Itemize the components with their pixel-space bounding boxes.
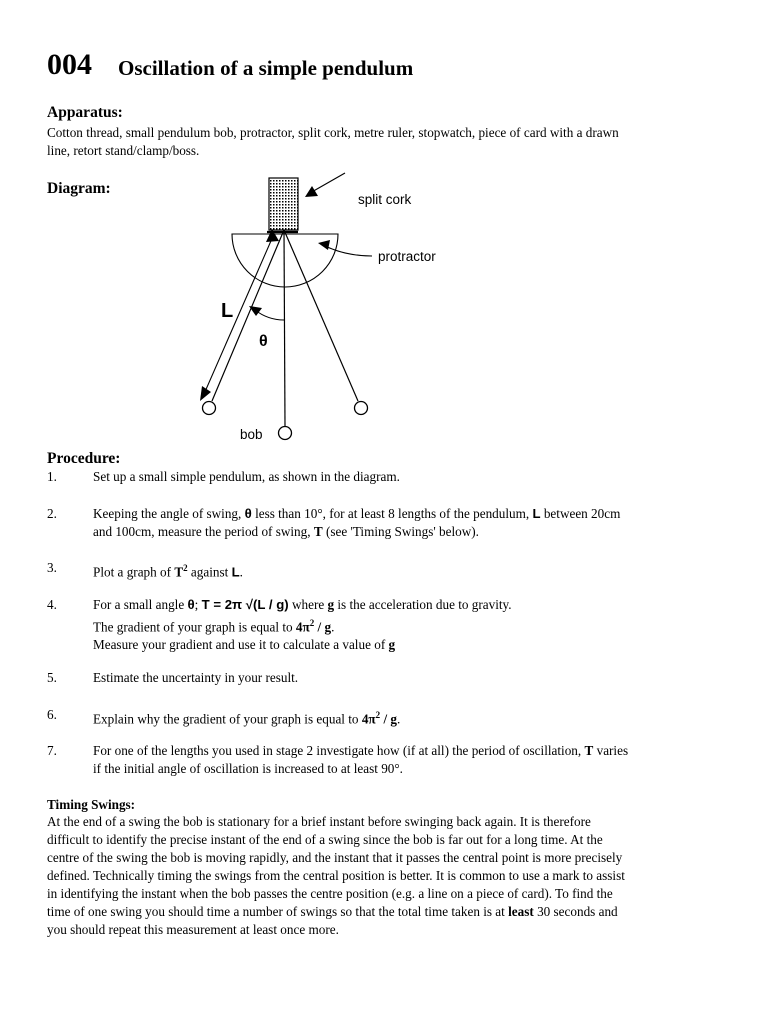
bob-left bbox=[203, 402, 216, 415]
bob-centre bbox=[279, 427, 292, 440]
label-length: L bbox=[221, 300, 234, 322]
pendulum-diagram bbox=[0, 0, 768, 450]
step-6-text: Explain why the gradient of your graph is equal to $4\pi^2$ / g. bbox=[93, 710, 401, 727]
step-5-text: Estimate the uncertainty in your result. bbox=[93, 670, 299, 685]
label-protractor: protractor bbox=[378, 249, 436, 264]
apparatus-heading: Apparatus: bbox=[47, 104, 123, 121]
step-4-text: For a small angle θ; T = 2π √(L / g) where g is the acceleration due to gravity. The gradient of your graph is equal to $4\pi^2$ / g. Measure your gradient and use it to calculate a value of g bbox=[93, 597, 512, 653]
step-3-text: Plot a graph of $T^2$ against L. bbox=[93, 563, 243, 580]
experiment-number: 004 bbox=[47, 48, 92, 81]
label-split-cork: split cork bbox=[358, 192, 412, 207]
step-2-text: Keeping the angle of swing, θ less than 10°, for at least 8 lengths of the pendulum, L between 20cm and 100cm, measure the period of swing, T (see 'Timing Swings' below). bbox=[93, 506, 621, 539]
step-number: 2. bbox=[47, 506, 57, 521]
step-number: 4. bbox=[47, 597, 57, 612]
step-number: 5. bbox=[47, 670, 57, 685]
timing-heading: Timing Swings: bbox=[47, 797, 136, 812]
label-angle: θ bbox=[259, 333, 268, 350]
procedure-heading: Procedure: bbox=[47, 450, 121, 467]
protractor bbox=[232, 234, 338, 287]
apparatus-line-1: Cotton thread, small pendulum bob, protractor, split cork, metre ruler, stopwatch, piece of card with a drawn bbox=[47, 125, 619, 140]
split-cork bbox=[269, 178, 298, 230]
step-7-text: For one of the lengths you used in stage 2 investigate how (if at all) the period of oscillation, T varies if the initial angle of oscillation is increased to at least 90°. bbox=[93, 743, 629, 776]
bob-right bbox=[355, 402, 368, 415]
step-number: 3. bbox=[47, 560, 57, 575]
timing-paragraph: At the end of a swing the bob is stationary for a brief instant before swinging back again. It is therefore difficult to identify the precise instant of the end of a swing since the bob is far out for a long time. At the centre of the swing the bob is moving rapidly, and the instant that it passes the central point is more precisely defined. Technically timing the swings from the central position is better. It is common to use a mark to assist in identifying the instant when the bob passes the centre position (e.g. a line on a piece of card). To find the time of one swing you should time a number of swings so that the total time taken is at least 30 seconds and you should repeat this measurement at least once more. bbox=[47, 814, 625, 937]
diagram-heading: Diagram: bbox=[47, 180, 111, 197]
step-number: 7. bbox=[47, 743, 57, 758]
apparatus-line-2: line, retort stand/clamp/boss. bbox=[47, 143, 200, 158]
label-bob: bob bbox=[240, 427, 263, 442]
step-1-text: Set up a small simple pendulum, as shown in the diagram. bbox=[93, 469, 400, 484]
step-number: 1. bbox=[47, 469, 57, 484]
step-number: 6. bbox=[47, 707, 57, 722]
page-title: Oscillation of a simple pendulum bbox=[118, 56, 414, 80]
